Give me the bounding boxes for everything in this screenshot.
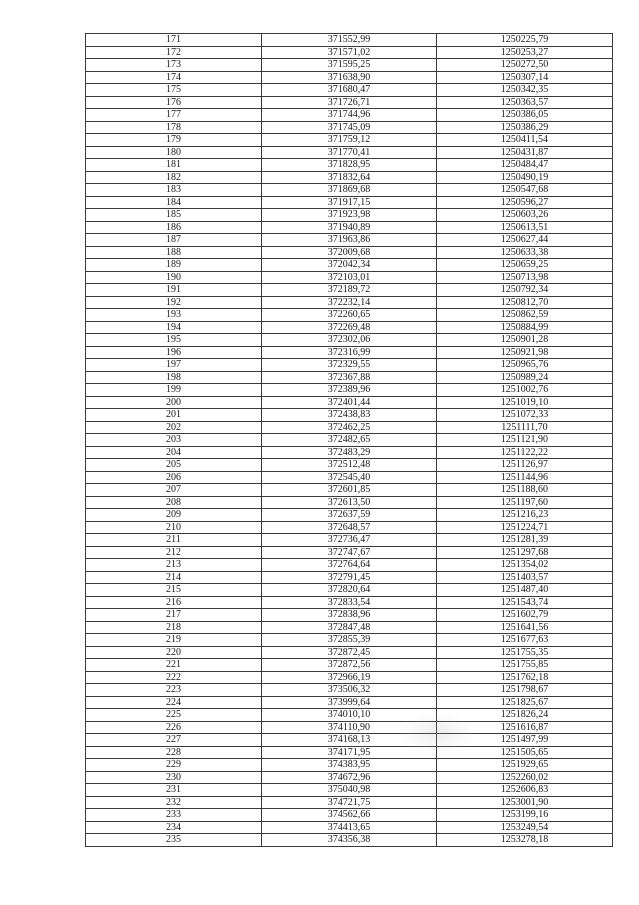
y-coordinate-cell: 1251354,02 — [437, 559, 613, 572]
table-row — [86, 46, 613, 59]
x-coordinate-cell: 372820,64 — [262, 584, 437, 597]
point-number-cell: 175 — [86, 84, 262, 97]
point-number-cell: 210 — [86, 521, 262, 534]
y-coordinate-cell: 1251188,60 — [437, 484, 613, 497]
x-coordinate-cell: 372872,45 — [262, 646, 437, 659]
x-coordinate-cell: 374110,90 — [262, 721, 437, 734]
point-number-cell: 204 — [86, 446, 262, 459]
x-coordinate-cell: 372462,25 — [262, 421, 437, 434]
y-coordinate-cell: 1250272,50 — [437, 59, 613, 72]
x-coordinate-cell: 374356,38 — [262, 834, 437, 847]
table-row — [86, 384, 613, 397]
point-number-cell: 215 — [86, 584, 262, 597]
x-coordinate-cell: 372833,54 — [262, 596, 437, 609]
y-coordinate-cell: 1250484,47 — [437, 159, 613, 172]
point-number-cell: 212 — [86, 546, 262, 559]
y-coordinate-cell: 1250547,68 — [437, 184, 613, 197]
table-row — [86, 621, 613, 634]
y-coordinate-cell: 1250342,35 — [437, 84, 613, 97]
table-row — [86, 659, 613, 672]
x-coordinate-cell: 371828,95 — [262, 159, 437, 172]
point-number-cell: 209 — [86, 509, 262, 522]
y-coordinate-cell: 1251505,65 — [437, 746, 613, 759]
y-coordinate-cell: 1251224,71 — [437, 521, 613, 534]
table-row — [86, 171, 613, 184]
y-coordinate-cell: 1251825,67 — [437, 696, 613, 709]
y-coordinate-cell: 1251602,79 — [437, 609, 613, 622]
point-number-cell: 184 — [86, 196, 262, 209]
x-coordinate-cell: 374171,95 — [262, 746, 437, 759]
y-coordinate-cell: 1252260,02 — [437, 771, 613, 784]
x-coordinate-cell: 372483,29 — [262, 446, 437, 459]
table-row — [86, 709, 613, 722]
y-coordinate-cell: 1251497,99 — [437, 734, 613, 747]
table-row — [86, 71, 613, 84]
x-coordinate-cell: 372189,72 — [262, 284, 437, 297]
table-row — [86, 671, 613, 684]
y-coordinate-cell: 1251002,76 — [437, 384, 613, 397]
x-coordinate-cell: 371726,71 — [262, 96, 437, 109]
point-number-cell: 228 — [86, 746, 262, 759]
point-number-cell: 229 — [86, 759, 262, 772]
point-number-cell: 174 — [86, 71, 262, 84]
point-number-cell: 230 — [86, 771, 262, 784]
point-number-cell: 194 — [86, 321, 262, 334]
y-coordinate-cell: 1253001,90 — [437, 796, 613, 809]
x-coordinate-cell: 372613,50 — [262, 496, 437, 509]
x-coordinate-cell: 372232,14 — [262, 296, 437, 309]
table-row — [86, 609, 613, 622]
y-coordinate-cell: 1251111,70 — [437, 421, 613, 434]
y-coordinate-cell: 1250633,38 — [437, 246, 613, 259]
point-number-cell: 177 — [86, 109, 262, 122]
table-row — [86, 746, 613, 759]
y-coordinate-cell: 1253249,54 — [437, 821, 613, 834]
point-number-cell: 219 — [86, 634, 262, 647]
x-coordinate-cell: 374168,13 — [262, 734, 437, 747]
point-number-cell: 214 — [86, 571, 262, 584]
point-number-cell: 221 — [86, 659, 262, 672]
y-coordinate-cell: 1250989,24 — [437, 371, 613, 384]
table-row — [86, 459, 613, 472]
x-coordinate-cell: 372042,34 — [262, 259, 437, 272]
point-number-cell: 178 — [86, 121, 262, 134]
point-number-cell: 233 — [86, 809, 262, 822]
x-coordinate-cell: 372512,48 — [262, 459, 437, 472]
table-row — [86, 596, 613, 609]
x-coordinate-cell: 372736,47 — [262, 534, 437, 547]
y-coordinate-cell: 1250386,29 — [437, 121, 613, 134]
table-row — [86, 159, 613, 172]
x-coordinate-cell: 372966,19 — [262, 671, 437, 684]
y-coordinate-cell: 1251929,65 — [437, 759, 613, 772]
coordinates-table — [85, 33, 613, 847]
point-number-cell: 198 — [86, 371, 262, 384]
x-coordinate-cell: 372316,99 — [262, 346, 437, 359]
table-row — [86, 521, 613, 534]
table-row — [86, 796, 613, 809]
point-number-cell: 196 — [86, 346, 262, 359]
point-number-cell: 206 — [86, 471, 262, 484]
x-coordinate-cell: 372855,39 — [262, 634, 437, 647]
y-coordinate-cell: 1251543,74 — [437, 596, 613, 609]
y-coordinate-cell: 1250386,05 — [437, 109, 613, 122]
point-number-cell: 188 — [86, 246, 262, 259]
table-row — [86, 209, 613, 222]
y-coordinate-cell: 1250659,25 — [437, 259, 613, 272]
table-row — [86, 271, 613, 284]
point-number-cell: 217 — [86, 609, 262, 622]
x-coordinate-cell: 372438,83 — [262, 409, 437, 422]
point-number-cell: 186 — [86, 221, 262, 234]
table-row — [86, 809, 613, 822]
x-coordinate-cell: 372601,85 — [262, 484, 437, 497]
point-number-cell: 173 — [86, 59, 262, 72]
x-coordinate-cell: 372009,68 — [262, 246, 437, 259]
y-coordinate-cell: 1251798,67 — [437, 684, 613, 697]
y-coordinate-cell: 1251641,56 — [437, 621, 613, 634]
y-coordinate-cell: 1251122,22 — [437, 446, 613, 459]
x-coordinate-cell: 371759,12 — [262, 134, 437, 147]
point-number-cell: 185 — [86, 209, 262, 222]
point-number-cell: 218 — [86, 621, 262, 634]
table-row — [86, 309, 613, 322]
y-coordinate-cell: 1250411,54 — [437, 134, 613, 147]
x-coordinate-cell: 371940,89 — [262, 221, 437, 234]
table-row — [86, 646, 613, 659]
table-row — [86, 34, 613, 47]
x-coordinate-cell: 374413,65 — [262, 821, 437, 834]
table-row — [86, 371, 613, 384]
point-number-cell: 182 — [86, 171, 262, 184]
y-coordinate-cell: 1250862,59 — [437, 309, 613, 322]
point-number-cell: 220 — [86, 646, 262, 659]
x-coordinate-cell: 372648,57 — [262, 521, 437, 534]
table-row — [86, 634, 613, 647]
table-row — [86, 259, 613, 272]
point-number-cell: 200 — [86, 396, 262, 409]
y-coordinate-cell: 1250613,51 — [437, 221, 613, 234]
table-row — [86, 321, 613, 334]
point-number-cell: 195 — [86, 334, 262, 347]
table-row — [86, 784, 613, 797]
point-number-cell: 222 — [86, 671, 262, 684]
x-coordinate-cell: 374672,96 — [262, 771, 437, 784]
point-number-cell: 180 — [86, 146, 262, 159]
table-row — [86, 821, 613, 834]
table-row — [86, 184, 613, 197]
table-row — [86, 121, 613, 134]
y-coordinate-cell: 1251616,87 — [437, 721, 613, 734]
y-coordinate-cell: 1251755,85 — [437, 659, 613, 672]
table-row — [86, 84, 613, 97]
table-row — [86, 284, 613, 297]
table-row — [86, 834, 613, 847]
table-row — [86, 96, 613, 109]
y-coordinate-cell: 1252606,83 — [437, 784, 613, 797]
point-number-cell: 192 — [86, 296, 262, 309]
y-coordinate-cell: 1251826,24 — [437, 709, 613, 722]
point-number-cell: 216 — [86, 596, 262, 609]
point-number-cell: 208 — [86, 496, 262, 509]
y-coordinate-cell: 1250901,28 — [437, 334, 613, 347]
table-row — [86, 196, 613, 209]
y-coordinate-cell: 1251126,97 — [437, 459, 613, 472]
x-coordinate-cell: 374383,95 — [262, 759, 437, 772]
y-coordinate-cell: 1251487,40 — [437, 584, 613, 597]
y-coordinate-cell: 1250965,76 — [437, 359, 613, 372]
coordinates-table-body — [86, 34, 613, 847]
table-row — [86, 696, 613, 709]
x-coordinate-cell: 372260,65 — [262, 309, 437, 322]
x-coordinate-cell: 375040,98 — [262, 784, 437, 797]
point-number-cell: 176 — [86, 96, 262, 109]
point-number-cell: 203 — [86, 434, 262, 447]
x-coordinate-cell: 372872,56 — [262, 659, 437, 672]
table-row — [86, 584, 613, 597]
table-row — [86, 409, 613, 422]
y-coordinate-cell: 1250884,99 — [437, 321, 613, 334]
y-coordinate-cell: 1251762,18 — [437, 671, 613, 684]
table-row — [86, 234, 613, 247]
point-number-cell: 190 — [86, 271, 262, 284]
table-row — [86, 421, 613, 434]
x-coordinate-cell: 372764,64 — [262, 559, 437, 572]
table-row — [86, 771, 613, 784]
x-coordinate-cell: 372103,01 — [262, 271, 437, 284]
table-row — [86, 759, 613, 772]
x-coordinate-cell: 372401,44 — [262, 396, 437, 409]
y-coordinate-cell: 1251019,10 — [437, 396, 613, 409]
y-coordinate-cell: 1250431,87 — [437, 146, 613, 159]
table-row — [86, 246, 613, 259]
table-row — [86, 496, 613, 509]
x-coordinate-cell: 371869,68 — [262, 184, 437, 197]
y-coordinate-cell: 1253199,16 — [437, 809, 613, 822]
point-number-cell: 171 — [86, 34, 262, 47]
y-coordinate-cell: 1251297,68 — [437, 546, 613, 559]
y-coordinate-cell: 1251677,63 — [437, 634, 613, 647]
x-coordinate-cell: 372482,65 — [262, 434, 437, 447]
point-number-cell: 183 — [86, 184, 262, 197]
y-coordinate-cell: 1250363,57 — [437, 96, 613, 109]
y-coordinate-cell: 1251755,35 — [437, 646, 613, 659]
point-number-cell: 223 — [86, 684, 262, 697]
y-coordinate-cell: 1251144,96 — [437, 471, 613, 484]
x-coordinate-cell: 374010,10 — [262, 709, 437, 722]
y-coordinate-cell: 1250713,98 — [437, 271, 613, 284]
x-coordinate-cell: 372389,96 — [262, 384, 437, 397]
x-coordinate-cell: 371680,47 — [262, 84, 437, 97]
table-row — [86, 396, 613, 409]
point-number-cell: 213 — [86, 559, 262, 572]
y-coordinate-cell: 1253278,18 — [437, 834, 613, 847]
y-coordinate-cell: 1251281,39 — [437, 534, 613, 547]
table-row — [86, 559, 613, 572]
x-coordinate-cell: 371963,86 — [262, 234, 437, 247]
point-number-cell: 231 — [86, 784, 262, 797]
table-row — [86, 546, 613, 559]
y-coordinate-cell: 1250307,14 — [437, 71, 613, 84]
x-coordinate-cell: 372367,88 — [262, 371, 437, 384]
point-number-cell: 224 — [86, 696, 262, 709]
x-coordinate-cell: 371638,90 — [262, 71, 437, 84]
point-number-cell: 226 — [86, 721, 262, 734]
x-coordinate-cell: 371744,96 — [262, 109, 437, 122]
y-coordinate-cell: 1251072,33 — [437, 409, 613, 422]
table-row — [86, 359, 613, 372]
y-coordinate-cell: 1250792,34 — [437, 284, 613, 297]
point-number-cell: 234 — [86, 821, 262, 834]
point-number-cell: 207 — [86, 484, 262, 497]
point-number-cell: 179 — [86, 134, 262, 147]
point-number-cell: 193 — [86, 309, 262, 322]
table-row — [86, 534, 613, 547]
x-coordinate-cell: 372302,06 — [262, 334, 437, 347]
x-coordinate-cell: 374721,75 — [262, 796, 437, 809]
point-number-cell: 227 — [86, 734, 262, 747]
point-number-cell: 197 — [86, 359, 262, 372]
table-row — [86, 296, 613, 309]
point-number-cell: 225 — [86, 709, 262, 722]
x-coordinate-cell: 373506,32 — [262, 684, 437, 697]
table-row — [86, 134, 613, 147]
x-coordinate-cell: 372791,45 — [262, 571, 437, 584]
y-coordinate-cell: 1250596,27 — [437, 196, 613, 209]
table-row — [86, 509, 613, 522]
x-coordinate-cell: 371770,41 — [262, 146, 437, 159]
y-coordinate-cell: 1251121,90 — [437, 434, 613, 447]
x-coordinate-cell: 371832,64 — [262, 171, 437, 184]
x-coordinate-cell: 371917,15 — [262, 196, 437, 209]
x-coordinate-cell: 372637,59 — [262, 509, 437, 522]
table-row — [86, 434, 613, 447]
point-number-cell: 191 — [86, 284, 262, 297]
table-row — [86, 471, 613, 484]
table-row — [86, 346, 613, 359]
point-number-cell: 172 — [86, 46, 262, 59]
point-number-cell: 187 — [86, 234, 262, 247]
x-coordinate-cell: 371552,99 — [262, 34, 437, 47]
y-coordinate-cell: 1250627,44 — [437, 234, 613, 247]
y-coordinate-cell: 1250490,19 — [437, 171, 613, 184]
point-number-cell: 235 — [86, 834, 262, 847]
x-coordinate-cell: 372838,96 — [262, 609, 437, 622]
table-row — [86, 734, 613, 747]
point-number-cell: 232 — [86, 796, 262, 809]
x-coordinate-cell: 371595,25 — [262, 59, 437, 72]
x-coordinate-cell: 372269,48 — [262, 321, 437, 334]
table-row — [86, 446, 613, 459]
x-coordinate-cell: 372747,67 — [262, 546, 437, 559]
table-row — [86, 571, 613, 584]
point-number-cell: 205 — [86, 459, 262, 472]
y-coordinate-cell: 1250253,27 — [437, 46, 613, 59]
x-coordinate-cell: 372847,48 — [262, 621, 437, 634]
x-coordinate-cell: 371923,98 — [262, 209, 437, 222]
table-row — [86, 146, 613, 159]
y-coordinate-cell: 1250812,70 — [437, 296, 613, 309]
table-row — [86, 109, 613, 122]
x-coordinate-cell: 373999,64 — [262, 696, 437, 709]
x-coordinate-cell: 374562,66 — [262, 809, 437, 822]
y-coordinate-cell: 1251197,60 — [437, 496, 613, 509]
x-coordinate-cell: 371745,09 — [262, 121, 437, 134]
x-coordinate-cell: 372329,55 — [262, 359, 437, 372]
table-row — [86, 221, 613, 234]
y-coordinate-cell: 1250225,79 — [437, 34, 613, 47]
point-number-cell: 201 — [86, 409, 262, 422]
table-row — [86, 59, 613, 72]
y-coordinate-cell: 1250603,26 — [437, 209, 613, 222]
table-row — [86, 684, 613, 697]
x-coordinate-cell: 372545,40 — [262, 471, 437, 484]
table-row — [86, 484, 613, 497]
y-coordinate-cell: 1251403,57 — [437, 571, 613, 584]
y-coordinate-cell: 1251216,23 — [437, 509, 613, 522]
table-row — [86, 334, 613, 347]
point-number-cell: 211 — [86, 534, 262, 547]
point-number-cell: 199 — [86, 384, 262, 397]
point-number-cell: 181 — [86, 159, 262, 172]
point-number-cell: 189 — [86, 259, 262, 272]
point-number-cell: 202 — [86, 421, 262, 434]
y-coordinate-cell: 1250921,98 — [437, 346, 613, 359]
table-row — [86, 721, 613, 734]
x-coordinate-cell: 371571,02 — [262, 46, 437, 59]
